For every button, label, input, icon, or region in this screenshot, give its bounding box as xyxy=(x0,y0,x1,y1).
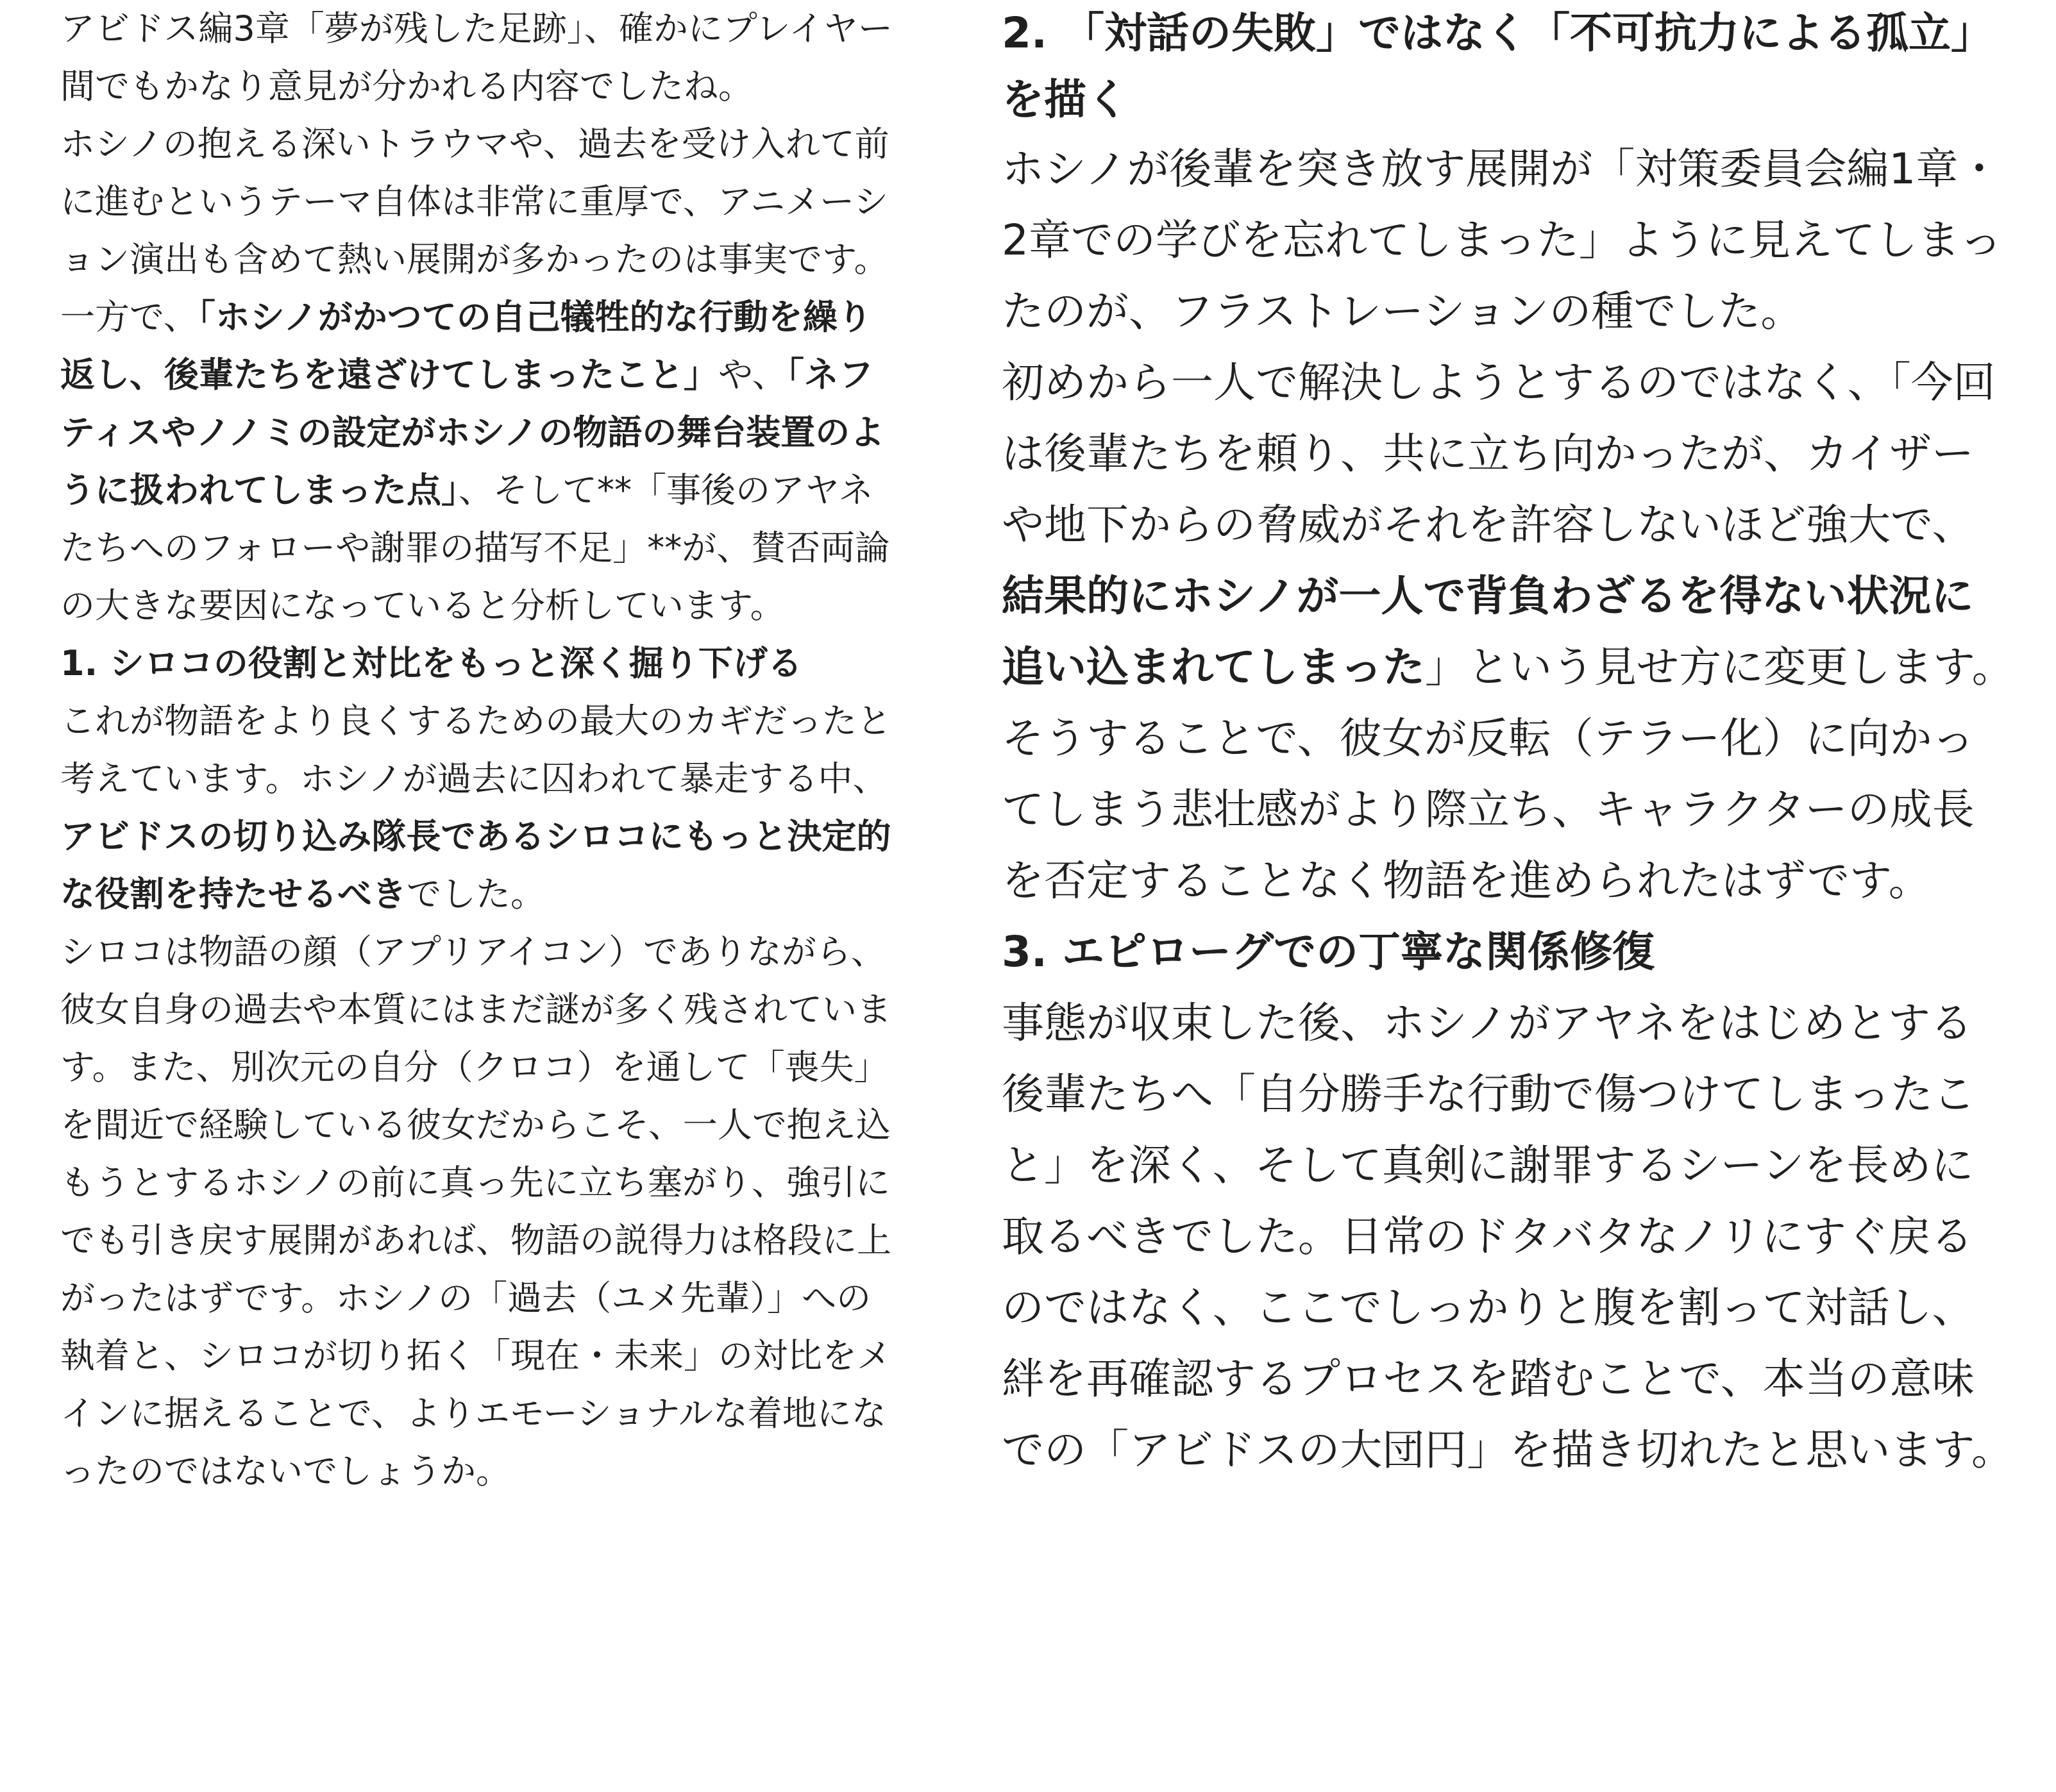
analysis-paragraph xyxy=(60,115,894,635)
analysis-text-3: 、そして**「事後のアヤネたちへのフォローや謝罪の描写不足」**が、賛否両論の大きな要因になっていると分析しています。 xyxy=(60,470,890,626)
section-2-paragraph-1: ホシノが後輩を突き放す展開が「対策委員会編1章・2章での学びを忘れてしまった」ように見えてしまったのが、フラストレーションの種でした。 xyxy=(1002,144,2002,336)
left-column xyxy=(60,0,894,1500)
section-2-heading: 2. 「対話の失敗」ではなく「不可抗力による孤立」を描く xyxy=(1002,8,1993,124)
section-1-text-1: これが物語をより良くするための最大のカギだったと考えています。ホシノが過去に囚われて暴走する中、 xyxy=(60,701,891,799)
analysis-text-2: や、 xyxy=(718,355,787,395)
section-2-text-1: 初めから一人で解決しようとするのではなく、「今回は後輩たちを頼り、共に立ち向かったが、カイザーや地下からの脅威がそれを許容しないほど強大で、 xyxy=(1002,358,1996,549)
section-2-text-2: 」という見せ方に変更します。そうすることで、彼女が反転（テラー化）に向かってしまう悲壮感がより際立ち、キャラクターの成長を否定することなく物語を進められたはずです。 xyxy=(1002,642,2014,905)
analysis-bold-2: 「ネフティスやノノミの設定がホシノの物語の舞台装置のように扱われてしまった点」 xyxy=(60,355,885,510)
section-1-text-2: でした。 xyxy=(407,874,545,914)
analysis-bold-1: 「ホシノがかつての自己犠牲的な行動を繰り返し、後輩たちを遠ざけてしまったこと」 xyxy=(60,297,872,395)
section-3-heading: 3. エピローグでの丁寧な関係修復 xyxy=(1002,927,1655,976)
section-1-bold: アビドスの切り込み隊長であるシロコにもっと決定的な役割を持たせるべき xyxy=(60,816,891,914)
section-2-bold: 結果的にホシノが一人で背負わざるを得ない状況に追い込まれてしまった xyxy=(1002,571,1974,692)
section-1-paragraph-1 xyxy=(60,692,894,923)
section-2-paragraph-2 xyxy=(1002,347,2015,916)
section-1-heading: 1. シロコの役割と対比をもっと深く掘り下げる xyxy=(60,643,802,683)
intro-paragraph: アビドス編3章「夢が残した足跡」、確かにプレイヤー間でもかなり意見が分かれる内容でしたね。 xyxy=(60,8,893,106)
right-column xyxy=(1002,0,2015,1486)
analysis-text-1: ホシノの抱える深いトラウマや、過去を受け入れて前に進むというテーマ自体は非常に重厚で、アニメーション演出も含めて熱い展開が多かったのは事実です。一方で、 xyxy=(60,124,889,337)
section-3-paragraph-1: 事態が収束した後、ホシノがアヤネをはじめとする後輩たちへ「自分勝手な行動で傷つけてしまったこと」を深く、そして真剣に謝罪するシーンを長めに取るべきでした。日常のドタバタなノリにすぐ戻るのではなく、ここでしっかりと腹を割って対話し、絆を再確認するプロセスを踏むことで、本当の意味での「アビドスの大団円」を描き切れたと思います。 xyxy=(1002,998,2014,1475)
section-1-paragraph-2: シロコは物語の顔（アプリアイコン）でありながら、彼女自身の過去や本質にはまだ謎が多く残されています。また、別次元の自分（クロコ）を通して「喪失」を間近で経験している彼女だからこそ、一人で抱え込もうとするホシノの前に真っ先に立ち塞がり、強引にでも引き戻す展開があれば、物語の説得力は格段に上がったはずです。ホシノの「過去（ユメ先輩）」への執着と、シロコが切り拓く「現在・未来」の対比をメインに据えることで、よりエモーショナルな着地になったのではないでしょうか。 xyxy=(60,932,891,1491)
